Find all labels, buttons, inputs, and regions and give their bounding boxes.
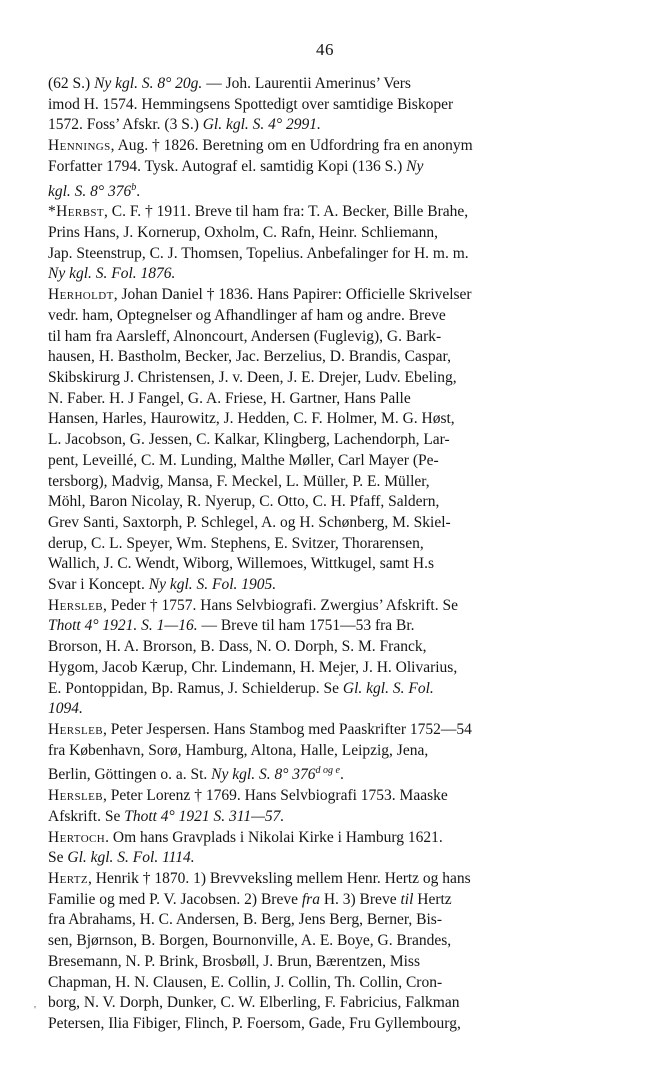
- entry-text: , Johan Daniel † 1836. Hans Papirer: Officielle Skrivelser: [113, 286, 472, 304]
- entry-text: Möhl, Baron Nicolay, R. Nyerup, C. Otto, C. H. Pfaff, Saldern,: [48, 493, 440, 511]
- entry-heading-name: Hersleb: [48, 787, 103, 805]
- entry-line: [48, 554, 612, 575]
- entry-line: [48, 178, 612, 203]
- entry-line: [48, 1014, 612, 1035]
- register-entry: [48, 596, 612, 720]
- entry-line: [48, 136, 612, 157]
- entry-text: , C. F. † 1911. Breve til ham fra: T. A. Becker, Bille Brahe,: [103, 203, 469, 221]
- register-entries: [48, 74, 612, 1035]
- entry-heading-name: *Herbst: [48, 203, 104, 221]
- entry-line: [48, 741, 612, 762]
- entry-text: Jap. Steenstrup, C. J. Thomsen, Topelius. Anbefalinger for H. m. m.: [48, 244, 469, 262]
- entry-text: , Henrik † 1870. 1) Brevveksling mellem Henr. Hertz og hans: [88, 870, 471, 888]
- entry-text: .: [339, 766, 344, 784]
- entry-text: — Breve til ham 1751—53 fra Br.: [197, 617, 415, 635]
- entry-text: borg, N. V. Dorph, Dunker, C. W. Elberling, F. Fabricius, Falkman: [48, 994, 460, 1012]
- entry-line: [48, 807, 612, 828]
- shelfmark-reference: til: [400, 890, 414, 908]
- page-number: 46: [316, 40, 334, 59]
- shelfmark-superscript: b: [131, 181, 137, 193]
- entry-text: Grev Santi, Saxtorph, P. Schlegel, A. og H. Schønberg, M. Skiel-: [48, 513, 451, 531]
- entry-text: Chapman, H. N. Clausen, E. Collin, J. Collin, Th. Collin, Cron-: [48, 973, 443, 991]
- entry-line: [48, 931, 612, 952]
- entry-line: [48, 513, 612, 534]
- entry-text: Petersen, Ilia Fibiger, Flinch, P. Foersom, Gade, Fru Gyllembourg,: [48, 1014, 461, 1032]
- register-entry: [48, 786, 612, 827]
- entry-text: , Peder † 1757. Hans Selvbiografi. Zwergius’ Afskrift. Se: [102, 596, 458, 614]
- entry-line: [48, 115, 612, 136]
- entry-line: [48, 264, 612, 285]
- entry-text: Skibskirurg J. Christensen, J. v. Deen, J. E. Drejer, Ludv. Ebeling,: [48, 369, 457, 386]
- entry-line: [48, 368, 612, 389]
- entry-line: [48, 74, 612, 95]
- shelfmark-reference: Gl. kgl. S. Fol.: [342, 679, 434, 697]
- entry-text: , Peter Lorenz † 1769. Hans Selvbiografi 1753. Maaske: [102, 787, 448, 805]
- entry-text: (62 S.): [48, 75, 95, 92]
- entry-line: [48, 202, 612, 223]
- entry-heading-name: Hennings: [48, 137, 111, 155]
- entry-text: sen, Bjørnson, B. Borgen, Bournonville, A. E. Boye, G. Brandes,: [48, 932, 452, 950]
- entry-text: H. 3) Breve: [319, 890, 401, 908]
- entry-line: [48, 786, 612, 807]
- entry-line: [48, 993, 612, 1014]
- entry-text: Svar i Koncept.: [48, 576, 149, 594]
- entry-text: E. Pontoppidan, Bp. Ramus, J. Schielderup. Se: [48, 679, 343, 697]
- entry-line: [48, 679, 612, 700]
- shelfmark-reference: Thott 4° 1921 S. 311—57.: [124, 807, 285, 825]
- shelfmark-reference: fra: [301, 890, 320, 908]
- entry-line: [48, 95, 612, 116]
- entry-text: Brorson, H. A. Brorson, B. Dass, N. O. Dorph, S. M. Franck,: [48, 638, 427, 656]
- shelfmark-reference: Thott 4° 1921. S. 1—16.: [48, 617, 198, 635]
- entry-text: Afskrift. Se: [48, 807, 125, 825]
- entry-line: [48, 616, 612, 637]
- entry-line: [48, 575, 612, 596]
- entry-text: Hygom, Jacob Kærup, Chr. Lindemann, H. Mejer, J. H. Olivarius,: [48, 658, 458, 676]
- entry-text: Berlin, Göttingen o. a. St.: [48, 766, 212, 784]
- shelfmark-superscript: d og e: [315, 765, 340, 777]
- entry-line: [48, 658, 612, 679]
- entry-line: [48, 430, 612, 451]
- entry-line: [48, 223, 612, 244]
- entry-text: Hertz: [413, 890, 452, 908]
- entry-line: [48, 869, 612, 890]
- entry-text: N. Faber. H. J Fangel, G. A. Friese, H. Gartner, Hans Palle: [48, 389, 411, 407]
- entry-line: [48, 306, 612, 327]
- entry-text: pent, Leveillé, C. M. Lunding, Malthe Møller, Carl Mayer (Pe-: [48, 451, 439, 469]
- register-entry: [48, 869, 612, 1035]
- entry-text: Se: [48, 849, 68, 867]
- shelfmark-reference: Ny: [406, 157, 424, 175]
- entry-line: [48, 952, 612, 973]
- entry-text: , Peter Jespersen. Hans Stambog med Paaskrifter 1752—54: [102, 720, 472, 738]
- entry-text: L. Jacobson, G. Jessen, C. Kalkar, Klingberg, Lachendorph, Lar-: [48, 431, 450, 449]
- entry-text: fra København, Sorø, Hamburg, Altona, Halle, Leipzig, Jena,: [48, 741, 429, 759]
- shelfmark-reference: Ny kgl. S. Fol. 1876.: [48, 265, 176, 283]
- entry-line: [48, 451, 612, 472]
- entry-text: til ham fra Aarsleff, Alnoncourt, Andersen (Fuglevig), G. Bark-: [48, 327, 442, 345]
- entry-heading-name: Hersleb: [48, 720, 103, 738]
- entry-line: [48, 409, 612, 430]
- entry-line: [48, 890, 612, 911]
- entry-line: [48, 910, 612, 931]
- entry-text: — Joh. Laurentii Amerinus’ Vers: [202, 75, 411, 92]
- entry-text: Prins Hans, J. Kornerup, Oxholm, C. Rafn, Heinr. Schliemann,: [48, 224, 439, 242]
- entry-line: [48, 389, 612, 410]
- entry-text: hausen, H. Bastholm, Becker, Jac. Berzelius, D. Brandis, Caspar,: [48, 348, 451, 366]
- entry-text: Forfatter 1794. Tysk. Autograf el. samtidig Kopi (136 S.): [48, 157, 407, 175]
- entry-line: [48, 828, 612, 849]
- entry-text: Bresemann, N. P. Brink, Brosbøll, J. Brun, Bærentzen, Miss: [48, 952, 420, 970]
- margin-mark: ': [34, 1004, 36, 1016]
- entry-text: fra Abrahams, H. C. Andersen, B. Berg, Jens Berg, Berner, Bis-: [48, 911, 442, 929]
- register-entry: [48, 202, 612, 285]
- register-entry: [48, 828, 612, 869]
- entry-line: [48, 720, 612, 741]
- entry-line: [48, 285, 612, 306]
- shelfmark-reference: Ny kgl. S. Fol. 1905.: [148, 576, 277, 594]
- entry-line: [48, 327, 612, 348]
- entry-line: [48, 492, 612, 513]
- entry-text: .: [136, 182, 141, 200]
- entry-line: [48, 534, 612, 555]
- entry-text: derup, C. L. Speyer, Wm. Stephens, E. Svitzer, Thorarensen,: [48, 534, 424, 552]
- entry-text: , Aug. † 1826. Beretning om en Udfordring fra en anonym: [110, 137, 473, 155]
- entry-text: Wallich, J. C. Wendt, Wiborg, Willemoes, Wittkugel, samt H.s: [48, 555, 434, 573]
- entry-line: [48, 761, 612, 786]
- entry-text: Hansen, Harles, Haurowitz, J. Hedden, C. F. Holmer, M. G. Høst,: [48, 410, 455, 428]
- entry-line: [48, 596, 612, 617]
- shelfmark-reference: Ny kgl. S. 8° 20g.: [94, 75, 203, 92]
- entry-heading-name: Hertz: [48, 870, 89, 888]
- entry-line: [48, 973, 612, 994]
- entry-text: vedr. ham, Optegnelser og Afhandlinger af ham og andre. Breve: [48, 306, 446, 324]
- shelfmark-reference: Ny kgl. S. 8° 376: [211, 766, 316, 784]
- entry-line: [48, 848, 612, 869]
- entry-heading-name: Hersleb: [48, 596, 103, 614]
- entry-text: Familie og med P. V. Jacobsen. 2) Breve: [48, 890, 302, 908]
- shelfmark-reference: 1094.: [48, 700, 83, 718]
- shelfmark-reference: kgl. S. 8° 376: [48, 182, 132, 200]
- entry-text: imod H. 1574. Hemmingsens Spottedigt over samtidige Biskoper: [48, 95, 454, 113]
- register-entry: [48, 720, 612, 786]
- shelfmark-reference: Gl. kgl. S. Fol. 1114.: [67, 849, 195, 867]
- entry-text: tersborg), Madvig, Mansa, F. Meckel, L. Müller, P. E. Müller,: [48, 472, 430, 490]
- entry-line: [48, 699, 612, 720]
- register-entry: [48, 74, 612, 136]
- entry-line: [48, 637, 612, 658]
- entry-heading-name: Hertoch: [48, 828, 106, 846]
- entry-line: [48, 157, 612, 178]
- entry-text: 1572. Foss’ Afskr. (3 S.): [48, 116, 203, 134]
- entry-line: [48, 244, 612, 265]
- entry-line: [48, 347, 612, 368]
- shelfmark-reference: Gl. kgl. S. 4° 2991.: [202, 116, 321, 134]
- register-entry: [48, 285, 612, 596]
- register-entry: [48, 136, 612, 202]
- entry-line: [48, 472, 612, 493]
- entry-text: . Om hans Gravplads i Nikolai Kirke i Hamburg 1621.: [105, 828, 443, 846]
- entry-heading-name: Herholdt: [48, 286, 114, 304]
